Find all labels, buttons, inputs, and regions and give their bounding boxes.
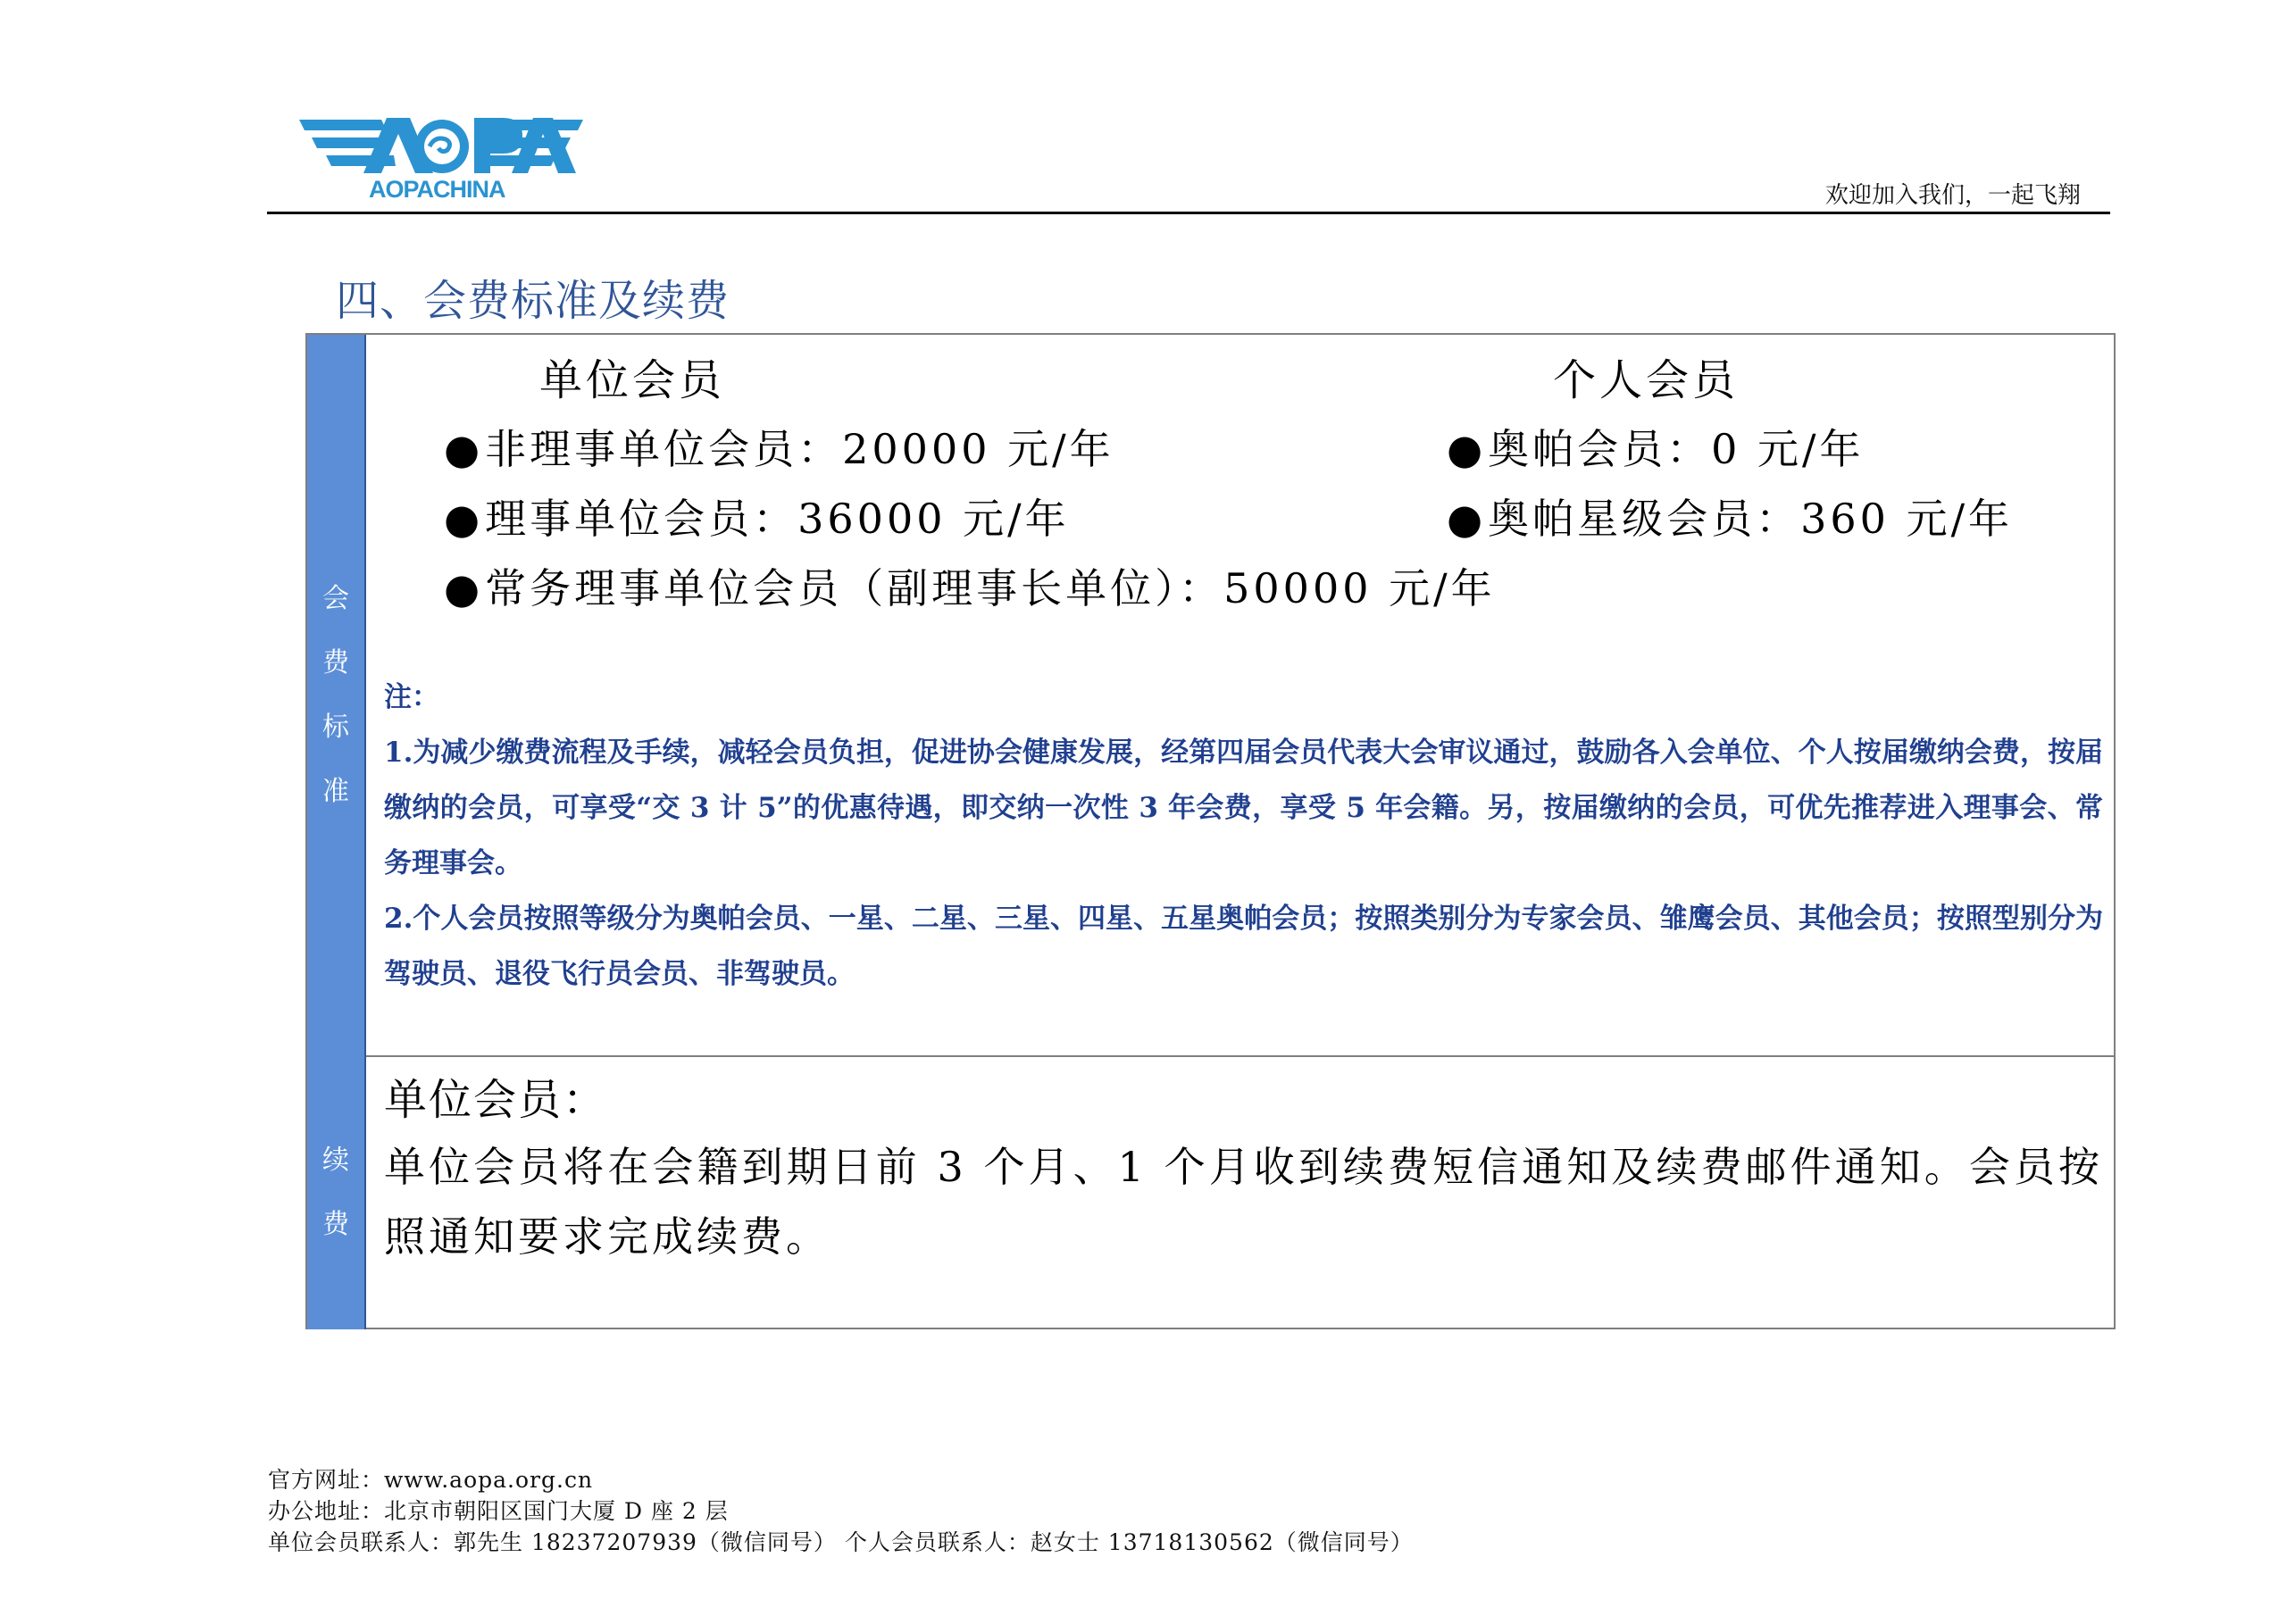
side-label-char: 标 — [322, 711, 349, 743]
side-label-char: 费 — [322, 1208, 349, 1240]
personal-fee-item — [1447, 417, 1865, 476]
bullet-icon: ● — [444, 425, 484, 473]
unit-fee-item — [444, 487, 1070, 545]
header-tagline: 欢迎加入我们，一起飞翔 — [1824, 182, 2081, 209]
header-divider — [267, 212, 2110, 214]
renewal-text: 单位会员将在会籍到期日前 3 个月、1 个月收到续费短信通知及续费邮件通知。会员按照通知要求完成续费。 — [384, 1143, 2103, 1261]
personal-member-heading: 个人会员 — [1553, 355, 1740, 405]
footer-address: 办公地址：北京市朝阳区国门大厦 D 座 2 层 — [268, 1498, 729, 1524]
fee-table — [305, 333, 2116, 1329]
renewal-heading: 单位会员： — [384, 1075, 608, 1125]
footer-contacts: 单位会员联系人：郭先生 18237207939（微信同号） 个人会员联系人：赵女士 13718130562（微信同号） — [268, 1529, 1414, 1555]
fee-text: 奥帕星级会员：360 元/年 — [1488, 495, 2014, 543]
bullet-icon: ● — [1447, 425, 1487, 473]
aopa-logo — [299, 114, 583, 205]
fee-text: 奥帕会员：0 元/年 — [1488, 425, 1865, 473]
section-title: 四、会费标准及续费 — [336, 276, 730, 326]
fee-text: 非理事单位会员：20000 元/年 — [485, 425, 1114, 473]
unit-fee-item — [444, 417, 1114, 476]
note-body — [384, 725, 2103, 1002]
renewal-side-label — [307, 1055, 366, 1329]
note-paragraph: 1.为减少缴费流程及手续，减轻会员负担，促进协会健康发展，经第四届会员代表大会审议通过，鼓励各入会单位、个人按届缴纳会费，按届缴纳的会员，可享受“交 3 计 5”的优惠待遇，即交纳一次性 3 年会费，享受 5 年会籍。另，按届缴纳的会员，可优先推荐进入理事会、常务理事会。 — [384, 737, 2103, 879]
row-divider — [366, 1055, 2114, 1057]
side-label-char: 费 — [322, 646, 349, 679]
side-label-char: 续 — [322, 1144, 349, 1176]
note-paragraph: 2.个人会员按照等级分为奥帕会员、一星、二星、三星、四星、五星奥帕会员；按照类别分为专家会员、雏鹰会员、其他会员；按照型别分为驾驶员、退役飞行员会员、非驾驶员。 — [384, 903, 2103, 990]
bullet-icon: ● — [444, 495, 484, 543]
note-label: 注： — [384, 681, 439, 713]
logo-subtext: AOPACHINA — [369, 176, 505, 203]
personal-fee-item — [1447, 487, 2013, 545]
unit-member-heading: 单位会员 — [539, 355, 726, 405]
bullet-icon: ● — [444, 564, 484, 612]
side-label-char: 准 — [322, 775, 349, 807]
fee-standard-side-label — [307, 335, 366, 1055]
fee-text: 常务理事单位会员（副理事长单位）：50000 元/年 — [485, 564, 1496, 612]
unit-fee-item — [444, 556, 1496, 615]
bullet-icon: ● — [1447, 495, 1487, 543]
footer-website: 官方网址：www.aopa.org.cn — [268, 1467, 594, 1493]
fee-text: 理事单位会员：36000 元/年 — [485, 495, 1070, 543]
side-label-char: 会 — [322, 582, 349, 614]
